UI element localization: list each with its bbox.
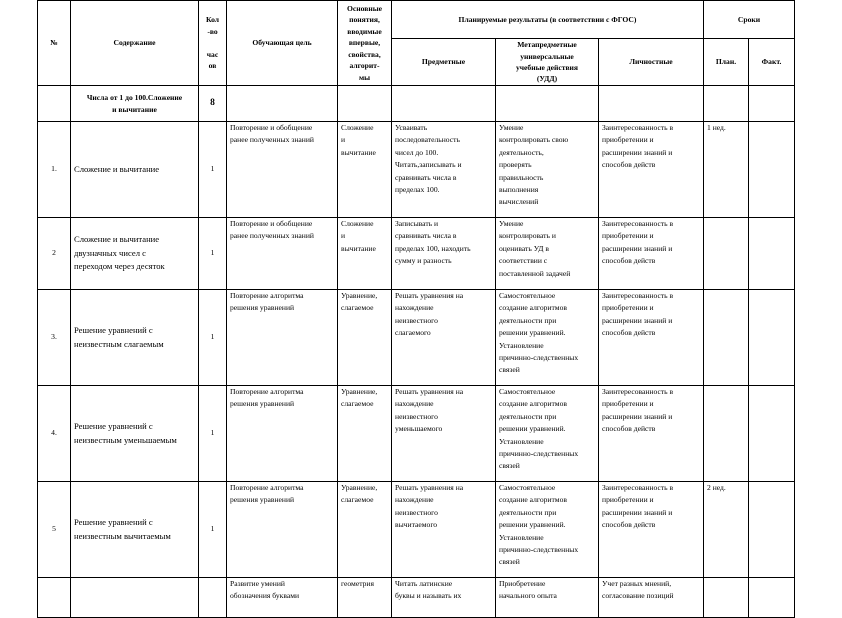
lesson-fact-date: [749, 386, 795, 482]
lesson-hours: 1: [199, 482, 227, 578]
lesson-personal-results: [599, 218, 704, 290]
table-row: [38, 218, 795, 290]
header-fact: Факт.: [749, 39, 795, 86]
lesson-personal-results: [599, 482, 704, 578]
lesson-subject-results: [392, 290, 496, 386]
lesson-plan-date: 1 нед.: [704, 122, 749, 218]
header-concepts-line: Основные: [346, 4, 383, 14]
lesson-number: 4.: [38, 386, 71, 482]
lesson-concepts: [338, 290, 392, 386]
lesson-meta-results-line: начального опыта: [499, 591, 557, 601]
lesson-meta-results-line: решении уравнений.: [499, 424, 566, 434]
section-row: [38, 86, 795, 122]
lesson-plan-date: [704, 386, 749, 482]
lesson-content: [71, 122, 199, 218]
lesson-meta-results-line: правильность: [499, 172, 544, 182]
lesson-concepts-line: слагаемое: [341, 399, 374, 409]
header-meta: [496, 39, 599, 86]
lesson-goal-line: Развитие умений: [230, 579, 285, 588]
lesson-subject-results-line: сравнивать числа в: [395, 231, 457, 241]
section-empty-cell: [392, 86, 496, 122]
lesson-personal-results-line: приобретении и: [602, 135, 654, 145]
lesson-concepts: [338, 482, 392, 578]
lesson-meta-results: [496, 218, 599, 290]
lesson-meta-results-line: поставленной задачей: [499, 268, 571, 278]
lesson-plan-date: [704, 290, 749, 386]
lesson-goal-line: решения уравнений: [230, 399, 295, 409]
table-row: [38, 122, 795, 218]
lesson-meta-results: [496, 386, 599, 482]
lesson-meta-results-line: Умение: [499, 219, 524, 228]
lesson-subject-results: [392, 482, 496, 578]
lesson-personal-results-line: Заинтересованность в: [602, 291, 674, 300]
lesson-meta-results-line: деятельности при: [499, 507, 557, 517]
lesson-number: 5: [38, 482, 71, 578]
lesson-goal: [227, 578, 338, 618]
lesson-concepts: [338, 122, 392, 218]
lesson-subject-results: [392, 122, 496, 218]
section-empty-cell: [599, 86, 704, 122]
lesson-concepts-line: Сложение: [341, 123, 374, 132]
lesson-content: [71, 290, 199, 386]
lesson-personal-results-line: расширении знаний и: [602, 315, 673, 325]
lesson-hours: 1: [199, 290, 227, 386]
lesson-concepts-line: геометрия: [341, 579, 374, 588]
lesson-content: [71, 386, 199, 482]
lesson-subject-results-line: неизвестного: [395, 411, 438, 421]
header-hours-line: Кол: [205, 15, 220, 25]
lesson-subject-results-line: пределах 100, находить: [395, 243, 471, 253]
lesson-meta-results-line: деятельности при: [499, 315, 557, 325]
section-num: [38, 86, 71, 122]
lesson-subject-results-line: сравнивать числа в: [395, 172, 457, 182]
lesson-personal-results-line: приобретении и: [602, 495, 654, 505]
lesson-subject-results-line: вычитаемого: [395, 520, 438, 530]
lesson-concepts-line: вычитание: [341, 243, 376, 253]
lesson-meta-results-line: контролировать свою: [499, 135, 569, 145]
lesson-subject-results-line: нахождение: [395, 495, 434, 505]
table-row: [38, 578, 795, 618]
lesson-meta-results-line: решении уравнений.: [499, 520, 566, 530]
lesson-number: [38, 578, 71, 618]
lesson-subject-results-line: буквы и называть их: [395, 591, 462, 601]
section-empty-cell: [496, 86, 599, 122]
lesson-personal-results: [599, 578, 704, 618]
header-num: №: [38, 1, 71, 86]
header-hours-line: -во: [207, 26, 218, 36]
lesson-meta-results-line: причинно-следственных: [499, 353, 579, 363]
lesson-meta-results-line: связей: [499, 461, 520, 471]
lesson-goal: [227, 386, 338, 482]
lesson-meta-results-line: создание алгоритмов: [499, 303, 567, 313]
lesson-meta-results-line: выполнения: [499, 185, 539, 195]
lesson-content-line: переходом через десяток: [74, 261, 165, 272]
header-hours-line: час: [206, 49, 219, 59]
lesson-personal-results-line: способов действ: [602, 256, 656, 266]
header-meta-line: Метапредметные: [517, 40, 577, 50]
section-empty-cell: [338, 86, 392, 122]
lesson-meta-results-line: создание алгоритмов: [499, 495, 567, 505]
lesson-meta-results-line: создание алгоритмов: [499, 399, 567, 409]
header-meta-line: (УДД): [536, 74, 558, 84]
lesson-concepts-line: Уравнение,: [341, 291, 378, 300]
lesson-concepts-line: слагаемое: [341, 495, 374, 505]
lesson-meta-results-line: решении уравнений.: [499, 328, 566, 338]
lesson-concepts-line: слагаемое: [341, 303, 374, 313]
lesson-number: 3.: [38, 290, 71, 386]
lesson-content: [71, 218, 199, 290]
header-concepts-line: впервые,: [348, 38, 381, 48]
lesson-personal-results-line: способов действ: [602, 160, 656, 170]
table-body: [38, 86, 795, 618]
lesson-meta-results-line: деятельности при: [499, 411, 557, 421]
lesson-concepts-line: вычитание: [341, 147, 376, 157]
lesson-concepts: [338, 578, 392, 618]
lesson-fact-date: [749, 482, 795, 578]
lesson-personal-results-line: способов действ: [602, 424, 656, 434]
lesson-personal-results-line: приобретении и: [602, 231, 654, 241]
lesson-subject-results-line: слагаемого: [395, 328, 431, 338]
header-concepts-line: мы: [358, 72, 371, 82]
lesson-subject-results-line: уменьшаемого: [395, 424, 443, 434]
lesson-meta-results: [496, 122, 599, 218]
lesson-content-line: Решение уравнений с: [74, 516, 153, 527]
lesson-number: 2: [38, 218, 71, 290]
lesson-concepts-line: и: [341, 135, 346, 145]
lesson-content: [71, 482, 199, 578]
lesson-meta-results-line: Установление: [499, 340, 544, 350]
lesson-meta-results-line: Самостоятельное: [499, 291, 556, 300]
lesson-content-line: Сложение и вычитание: [74, 163, 160, 174]
lesson-content-line: неизвестным слагаемым: [74, 338, 164, 349]
header-meta-line: универсальные: [520, 51, 574, 61]
lesson-goal-line: Повторение алгоритма: [230, 483, 304, 492]
lesson-hours: 1: [199, 218, 227, 290]
lesson-goal-line: ранее полученных знаний: [230, 135, 314, 145]
lesson-hours: 1: [199, 122, 227, 218]
lesson-meta-results: [496, 578, 599, 618]
lesson-meta-results-line: Установление: [499, 436, 544, 446]
lesson-personal-results: [599, 290, 704, 386]
lesson-subject-results-line: нахождение: [395, 399, 434, 409]
lesson-concepts-line: Уравнение,: [341, 387, 378, 396]
lesson-goal: [227, 482, 338, 578]
table-row: [38, 290, 795, 386]
lesson-personal-results-line: расширении знаний и: [602, 243, 673, 253]
lesson-plan-date: [704, 578, 749, 618]
section-hours: 8: [199, 86, 227, 122]
lesson-goal-line: решения уравнений: [230, 495, 295, 505]
lesson-concepts: [338, 218, 392, 290]
lesson-subject-results-line: Читать,записывать и: [395, 160, 462, 170]
lesson-goal: [227, 122, 338, 218]
lesson-goal: [227, 290, 338, 386]
header-plan: План.: [704, 39, 749, 86]
lesson-personal-results-line: Заинтересованность в: [602, 219, 674, 228]
header-concepts-line: алгорит-: [349, 61, 380, 71]
lesson-content-line: Решение уравнений с: [74, 420, 153, 431]
lesson-personal-results-line: Заинтересованность в: [602, 123, 674, 132]
lesson-concepts-line: и: [341, 231, 346, 241]
header-subject: Предметные: [392, 39, 496, 86]
header-meta-line: учебные действия: [515, 63, 579, 72]
lesson-subject-results-line: нахождение: [395, 303, 434, 313]
lesson-personal-results: [599, 386, 704, 482]
lesson-personal-results-line: расширении знаний и: [602, 147, 673, 157]
header-hours: [199, 1, 227, 86]
lesson-personal-results-line: Учет разных мнений,: [602, 579, 672, 588]
lesson-content-line: Решение уравнений с: [74, 324, 153, 335]
header-hours-line: ов: [208, 61, 217, 71]
lesson-subject-results-line: Решать уравнения на: [395, 483, 464, 492]
lesson-subject-results: [392, 578, 496, 618]
lesson-meta-results-line: Приобретение: [499, 579, 546, 588]
section-title-line: Числа от 1 до 100.Сложение: [86, 93, 183, 103]
lesson-plan-date: 2 нед.: [704, 482, 749, 578]
lesson-goal-line: Повторение и обобщение: [230, 123, 313, 132]
lesson-subject-results-line: Решать уравнения на: [395, 291, 464, 300]
lesson-meta-results-line: проверять: [499, 160, 532, 170]
table-row: [38, 482, 795, 578]
lesson-subject-results-line: Усваивать: [395, 123, 428, 132]
lesson-content-line: двузначных чисел с: [74, 247, 146, 258]
lesson-meta-results: [496, 482, 599, 578]
lesson-content-line: Сложение и вычитание: [74, 234, 160, 245]
lesson-goal-line: Повторение и обобщение: [230, 219, 313, 228]
lesson-meta-results-line: причинно-следственных: [499, 545, 579, 555]
lesson-hours: [199, 578, 227, 618]
lesson-personal-results-line: способов действ: [602, 328, 656, 338]
lesson-personal-results-line: Заинтересованность в: [602, 387, 674, 396]
lesson-meta-results-line: соответствии с: [499, 256, 548, 266]
header-content: Содержание: [71, 1, 199, 86]
header-concepts: [338, 1, 392, 86]
lesson-meta-results: [496, 290, 599, 386]
header-terms: Сроки: [704, 1, 795, 39]
section-title-line: и вычитание: [112, 104, 157, 114]
lesson-subject-results-line: Записывать и: [395, 219, 439, 228]
lesson-fact-date: [749, 290, 795, 386]
lesson-goal-line: ранее полученных знаний: [230, 231, 314, 241]
lesson-goal-line: Повторение алгоритма: [230, 387, 304, 396]
table-row: [38, 386, 795, 482]
lesson-meta-results-line: деятельность,: [499, 147, 544, 157]
lesson-meta-results-line: контролировать и: [499, 231, 556, 241]
section-empty-cell: [704, 86, 749, 122]
lesson-fact-date: [749, 122, 795, 218]
lesson-meta-results-line: Самостоятельное: [499, 387, 556, 396]
lesson-subject-results-line: чисел до 100.: [395, 147, 439, 157]
lesson-fact-date: [749, 578, 795, 618]
lesson-content-line: неизвестным уменьшаемым: [74, 434, 177, 445]
header-concepts-line: понятия,: [349, 15, 380, 25]
lesson-subject-results: [392, 386, 496, 482]
lesson-personal-results-line: согласование позиций: [602, 591, 674, 601]
lesson-personal-results-line: способов действ: [602, 520, 656, 530]
header-concepts-line: вводимые: [347, 26, 382, 36]
lesson-goal-line: обозначения буквами: [230, 591, 300, 601]
lesson-hours: 1: [199, 386, 227, 482]
lesson-personal-results: [599, 122, 704, 218]
lesson-meta-results-line: Самостоятельное: [499, 483, 556, 492]
lesson-goal-line: решения уравнений: [230, 303, 295, 313]
lesson-subject-results-line: Решать уравнения на: [395, 387, 464, 396]
lesson-subject-results: [392, 218, 496, 290]
lesson-concepts: [338, 386, 392, 482]
lesson-meta-results-line: причинно-следственных: [499, 449, 579, 459]
lesson-concepts-line: Сложение: [341, 219, 374, 228]
lesson-subject-results-line: неизвестного: [395, 507, 438, 517]
section-empty-cell: [227, 86, 338, 122]
lesson-personal-results-line: Заинтересованность в: [602, 483, 674, 492]
lesson-meta-results-line: Умение: [499, 123, 524, 132]
lesson-goal: [227, 218, 338, 290]
lesson-goal-line: Повторение алгоритма: [230, 291, 304, 300]
lesson-number: 1.: [38, 122, 71, 218]
lesson-subject-results-line: Читать латинские: [395, 579, 453, 588]
lesson-personal-results-line: приобретении и: [602, 303, 654, 313]
header-personal: Личностные: [599, 39, 704, 86]
lesson-meta-results-line: Установление: [499, 532, 544, 542]
lesson-personal-results-line: расширении знаний и: [602, 411, 673, 421]
section-empty-cell: [749, 86, 795, 122]
lesson-subject-results-line: неизвестного: [395, 315, 438, 325]
header-concepts-line: свойства,: [348, 49, 381, 59]
header-planned-results: Планируемые результаты (в соответствии с ФГОС): [392, 1, 704, 39]
lesson-subject-results-line: последовательность: [395, 135, 460, 145]
lesson-meta-results-line: вычислений: [499, 197, 539, 207]
lesson-personal-results-line: приобретении и: [602, 399, 654, 409]
lesson-meta-results-line: связей: [499, 365, 520, 375]
lesson-subject-results-line: сумму и разность: [395, 256, 452, 266]
lesson-meta-results-line: оценивать УД в: [499, 243, 549, 253]
lesson-subject-results-line: пределах 100.: [395, 185, 440, 195]
header-goal: Обучающая цель: [227, 1, 338, 86]
lesson-content-line: неизвестным вычитаемым: [74, 530, 171, 541]
lesson-meta-results-line: связей: [499, 557, 520, 567]
lesson-concepts-line: Уравнение,: [341, 483, 378, 492]
lesson-personal-results-line: расширении знаний и: [602, 507, 673, 517]
lesson-plan-date: [704, 218, 749, 290]
lesson-content: [71, 578, 199, 618]
thematic-plan-table: [37, 0, 795, 618]
section-title: [71, 86, 199, 122]
lesson-fact-date: [749, 218, 795, 290]
